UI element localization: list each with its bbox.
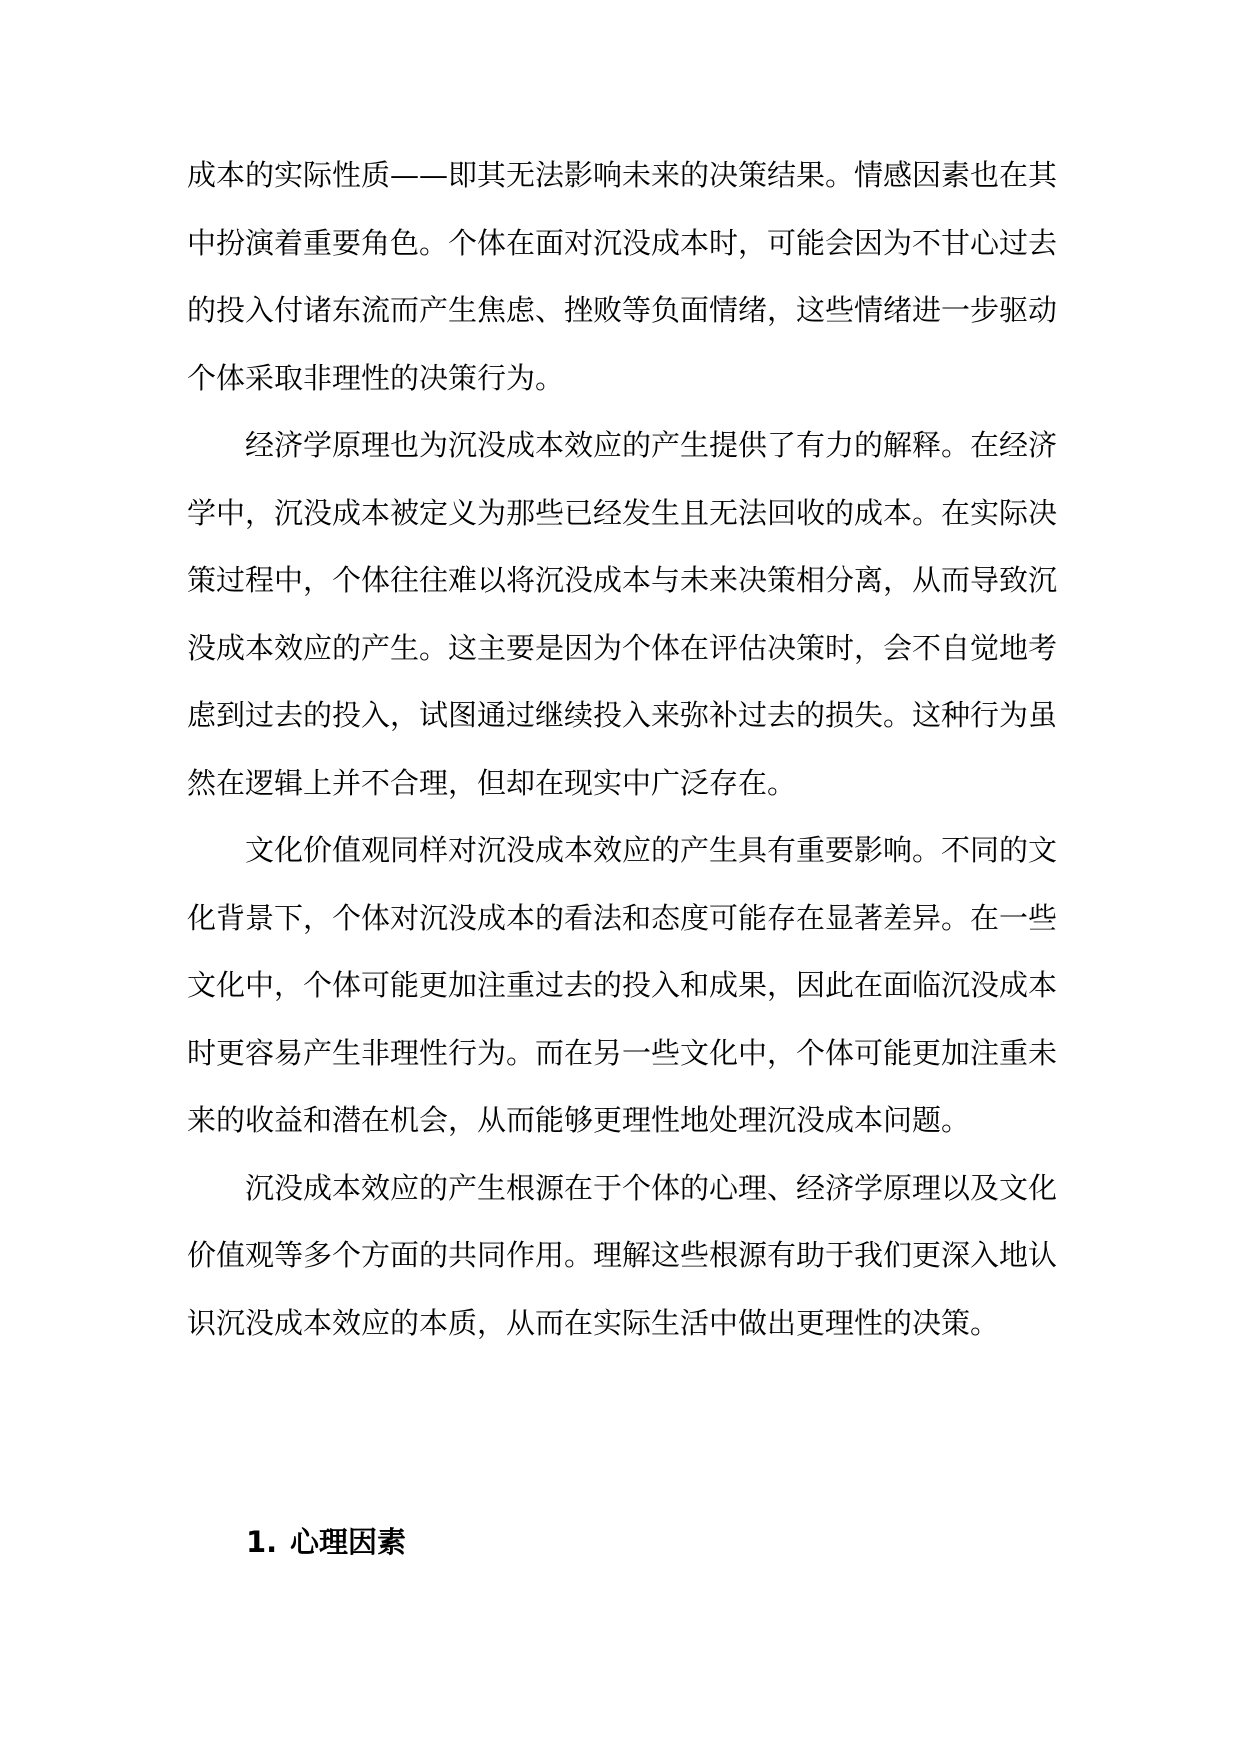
text-line: 然在逻辑上并不合理，但却在现实中广泛存在。: [187, 765, 797, 800]
text-line: 来的收益和潜在机会，从而能够更理性地处理沉没成本问题。: [187, 1103, 971, 1137]
text-line: 沉没成本效应的产生根源在于个体的心理、经济学原理以及文化: [245, 1170, 1057, 1205]
text-line: 经济学原理也为沉没成本效应的产生提供了有力的解释。在经济: [245, 428, 1057, 462]
text-line: 化背景下，个体对沉没成本的看法和态度可能存在显著差异。在一些: [187, 900, 1057, 935]
text-line: 中扮演着重要角色。个体在面对沉没成本时，可能会因为不甘心过去: [187, 225, 1057, 260]
section-title: 心理因素: [290, 1525, 407, 1559]
section-heading: [246, 1512, 406, 1572]
text-line: 虑到过去的投入，试图通过继续投入来弥补过去的损失。这种行为虽: [187, 698, 1057, 732]
body-text: [187, 142, 1057, 1357]
text-line: 策过程中，个体往往难以将沉没成本与未来决策相分离，从而导致沉: [187, 563, 1057, 597]
text-line: 价值观等多个方面的共同作用。理解这些根源有助于我们更深入地认: [187, 1238, 1057, 1272]
text-line: 文化中，个体可能更加注重过去的投入和成果，因此在面临沉没成本: [187, 968, 1057, 1002]
text-line: 文化价值观同样对沉没成本效应的产生具有重要影响。不同的文: [245, 833, 1057, 867]
text-line: 的投入付诸东流而产生焦虑、挫败等负面情绪，这些情绪进一步驱动: [187, 293, 1057, 327]
text-line: 学中，沉没成本被定义为那些已经发生且无法回收的成本。在实际决: [187, 495, 1057, 530]
text-line: 没成本效应的产生。这主要是因为个体在评估决策时，会不自觉地考: [187, 630, 1057, 665]
section-number: 1.: [246, 1525, 278, 1559]
text-line: 成本的实际性质——即其无法影响未来的决策结果。情感因素也在其: [187, 158, 1057, 192]
text-line: 个体采取非理性的决策行为。: [187, 360, 565, 395]
text-line: 时更容易产生非理性行为。而在另一些文化中，个体可能更加注重未: [187, 1035, 1057, 1070]
text-line: 识沉没成本效应的本质，从而在实际生活中做出更理性的决策。: [187, 1305, 1000, 1340]
